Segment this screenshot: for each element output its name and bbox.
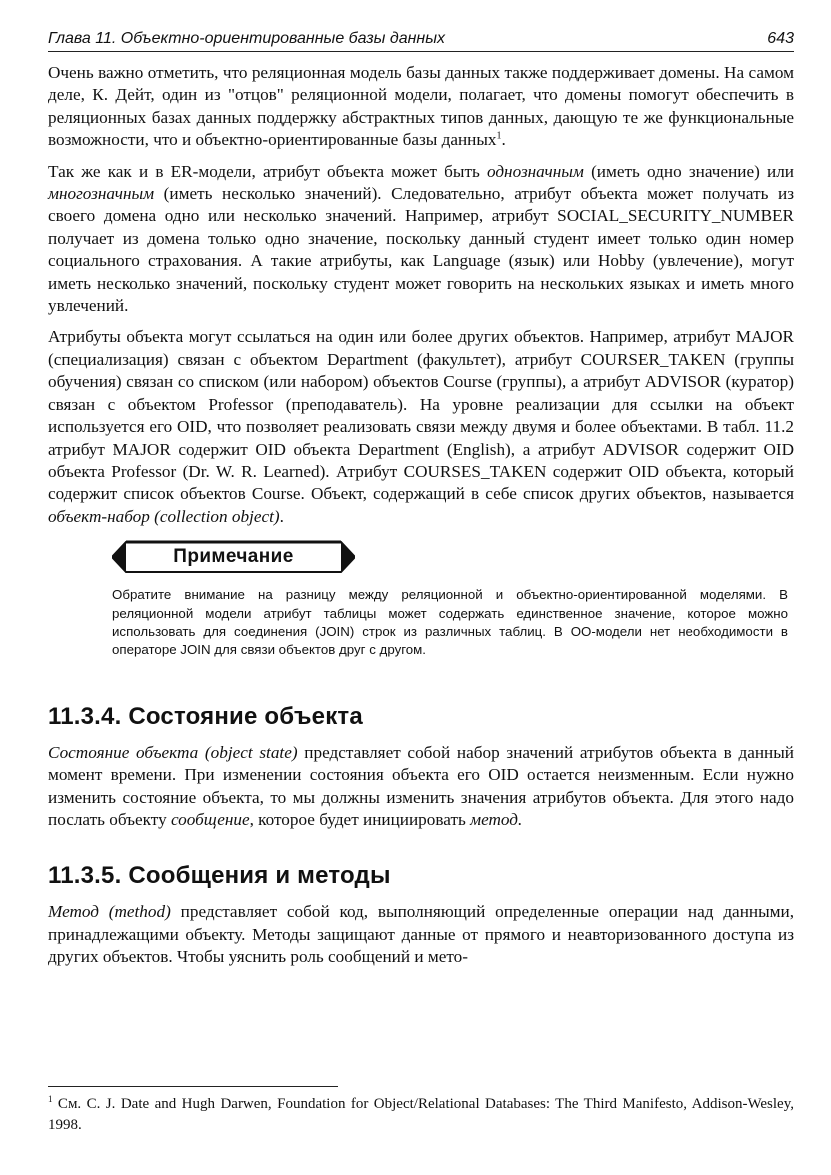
- footnote-rule: [48, 1086, 338, 1087]
- term-message: сообщение: [170, 809, 250, 829]
- note-label: Примечание: [173, 546, 294, 568]
- section-heading-11-3-4: 11.3.4. Состояние объекта: [48, 702, 363, 730]
- section-11-3-4-body: [48, 742, 794, 832]
- footnote-mark: 1: [48, 1094, 53, 1104]
- paragraph-2: Так же как и в ER-модели, атрибут объекта может быть однозначным (иметь одно значение) или многозначным (иметь несколько значений). Следовательно, атрибут объекта может получать из своего домена одно или несколько значений. Например, атрибут SOCIAL_SECURITY_NUMBER получает из домена только одно значение, поскольку данный студент имеет только один номер социального страхования. А такие атрибуты, как Language (язык) или Hobby (увлечение), могут иметь несколько значений, поскольку студент может говорить на нескольких языках и иметь много увлечений.: [48, 161, 794, 316]
- page-number: 643: [767, 30, 794, 47]
- paragraph-methods: Метод (method) представляет собой код, выполняющий определенные операции над данными, принадлежащими объекту. Методы защищают данные от прямого и неавторизованного доступа из других объектов. Чтобы уяснить роль сообщений и мето-: [48, 902, 795, 967]
- note-text: Обратите внимание на разницу между реляционной и объектно-ориентированной моделями. В реляционной модели атрибут таблицы может содержать единственное значение, которое можно использовать для соединения (JOIN) строк из различных таблиц. В ОО-модели нет необходимости в операторе JOIN для связи объектов друг с другом.: [112, 587, 788, 658]
- chapter-title: Глава 11. Объектно-ориентированные базы данных: [48, 30, 445, 47]
- body-text: [48, 62, 794, 528]
- term-method-def: Метод (method): [48, 902, 171, 922]
- note-box: [48, 540, 794, 660]
- term-single-valued: однозначным: [487, 161, 584, 181]
- running-head: [48, 30, 794, 52]
- paragraph-3: Атрибуты объекта могут ссылаться на один или более других объектов. Например, атрибут MAJOR (специализация) связан с объектом Department (факультет), атрибут COURSER_TAKEN (группы обучения) связан со списком (или набором) объектов Course (группы), а атрибут ADVISOR (куратор) связан с объектом Professor (преподаватель). На уровне реализации для ссылки на объект используется его OID, что позволяет реализовать связи между двумя и более объектами. В табл. 11.2 атрибут MAJOR содержит OID объекта Department (English), а атрибут ADVISOR содержит OID объекта Professor (Dr. W. R. Learned). Атрибут COURSES_TAKEN содержит OID объекта, который содержит список объектов Course. Объект, содержащий в себе список других объектов, называется объект-набор (collection object).: [48, 327, 794, 526]
- term-method: метод.: [470, 809, 523, 829]
- term-object-state: Состояние объекта (object state): [48, 742, 298, 762]
- note-banner: [112, 540, 355, 574]
- page: [48, 30, 794, 978]
- footnote: [48, 1094, 794, 1136]
- section-11-3-5-body: [48, 901, 794, 968]
- paragraph-1: Очень важно отметить, что реляционная модель базы данных также поддерживает домены. На самом деле, К. Дейт, один из "отцов" реляционной модели, полагает, что домены помогут обеспечить в реляционных базах данных поддержку абстрактных типов данных, дающую те же функциональные возможности, что и объектно-ориентированные базы данных$^1$.: [48, 63, 794, 150]
- footnote-ref: 1: [496, 130, 502, 142]
- term-collection-object: объект-набор (collection object): [48, 506, 280, 526]
- section-heading-11-3-5: 11.3.5. Сообщения и методы: [48, 862, 391, 890]
- paragraph-object-state: Состояние объекта (object state) представляет собой набор значений атрибутов объекта в данный момент времени. При изменении состояния объекта его OID остается неизменным. Если нужно изменить состояние объекта, то мы должны изменить значения атрибутов объекта. Для этого надо послать объекту сообщение, которое будет инициировать метод.: [48, 742, 794, 829]
- term-multi-valued: многозначным: [48, 184, 155, 204]
- footnote-text: См. C. J. Date and Hugh Darwen, Foundation for Object/Relational Databases: The Third Manifesto, Addison-Wesley, 1998.: [48, 1096, 794, 1133]
